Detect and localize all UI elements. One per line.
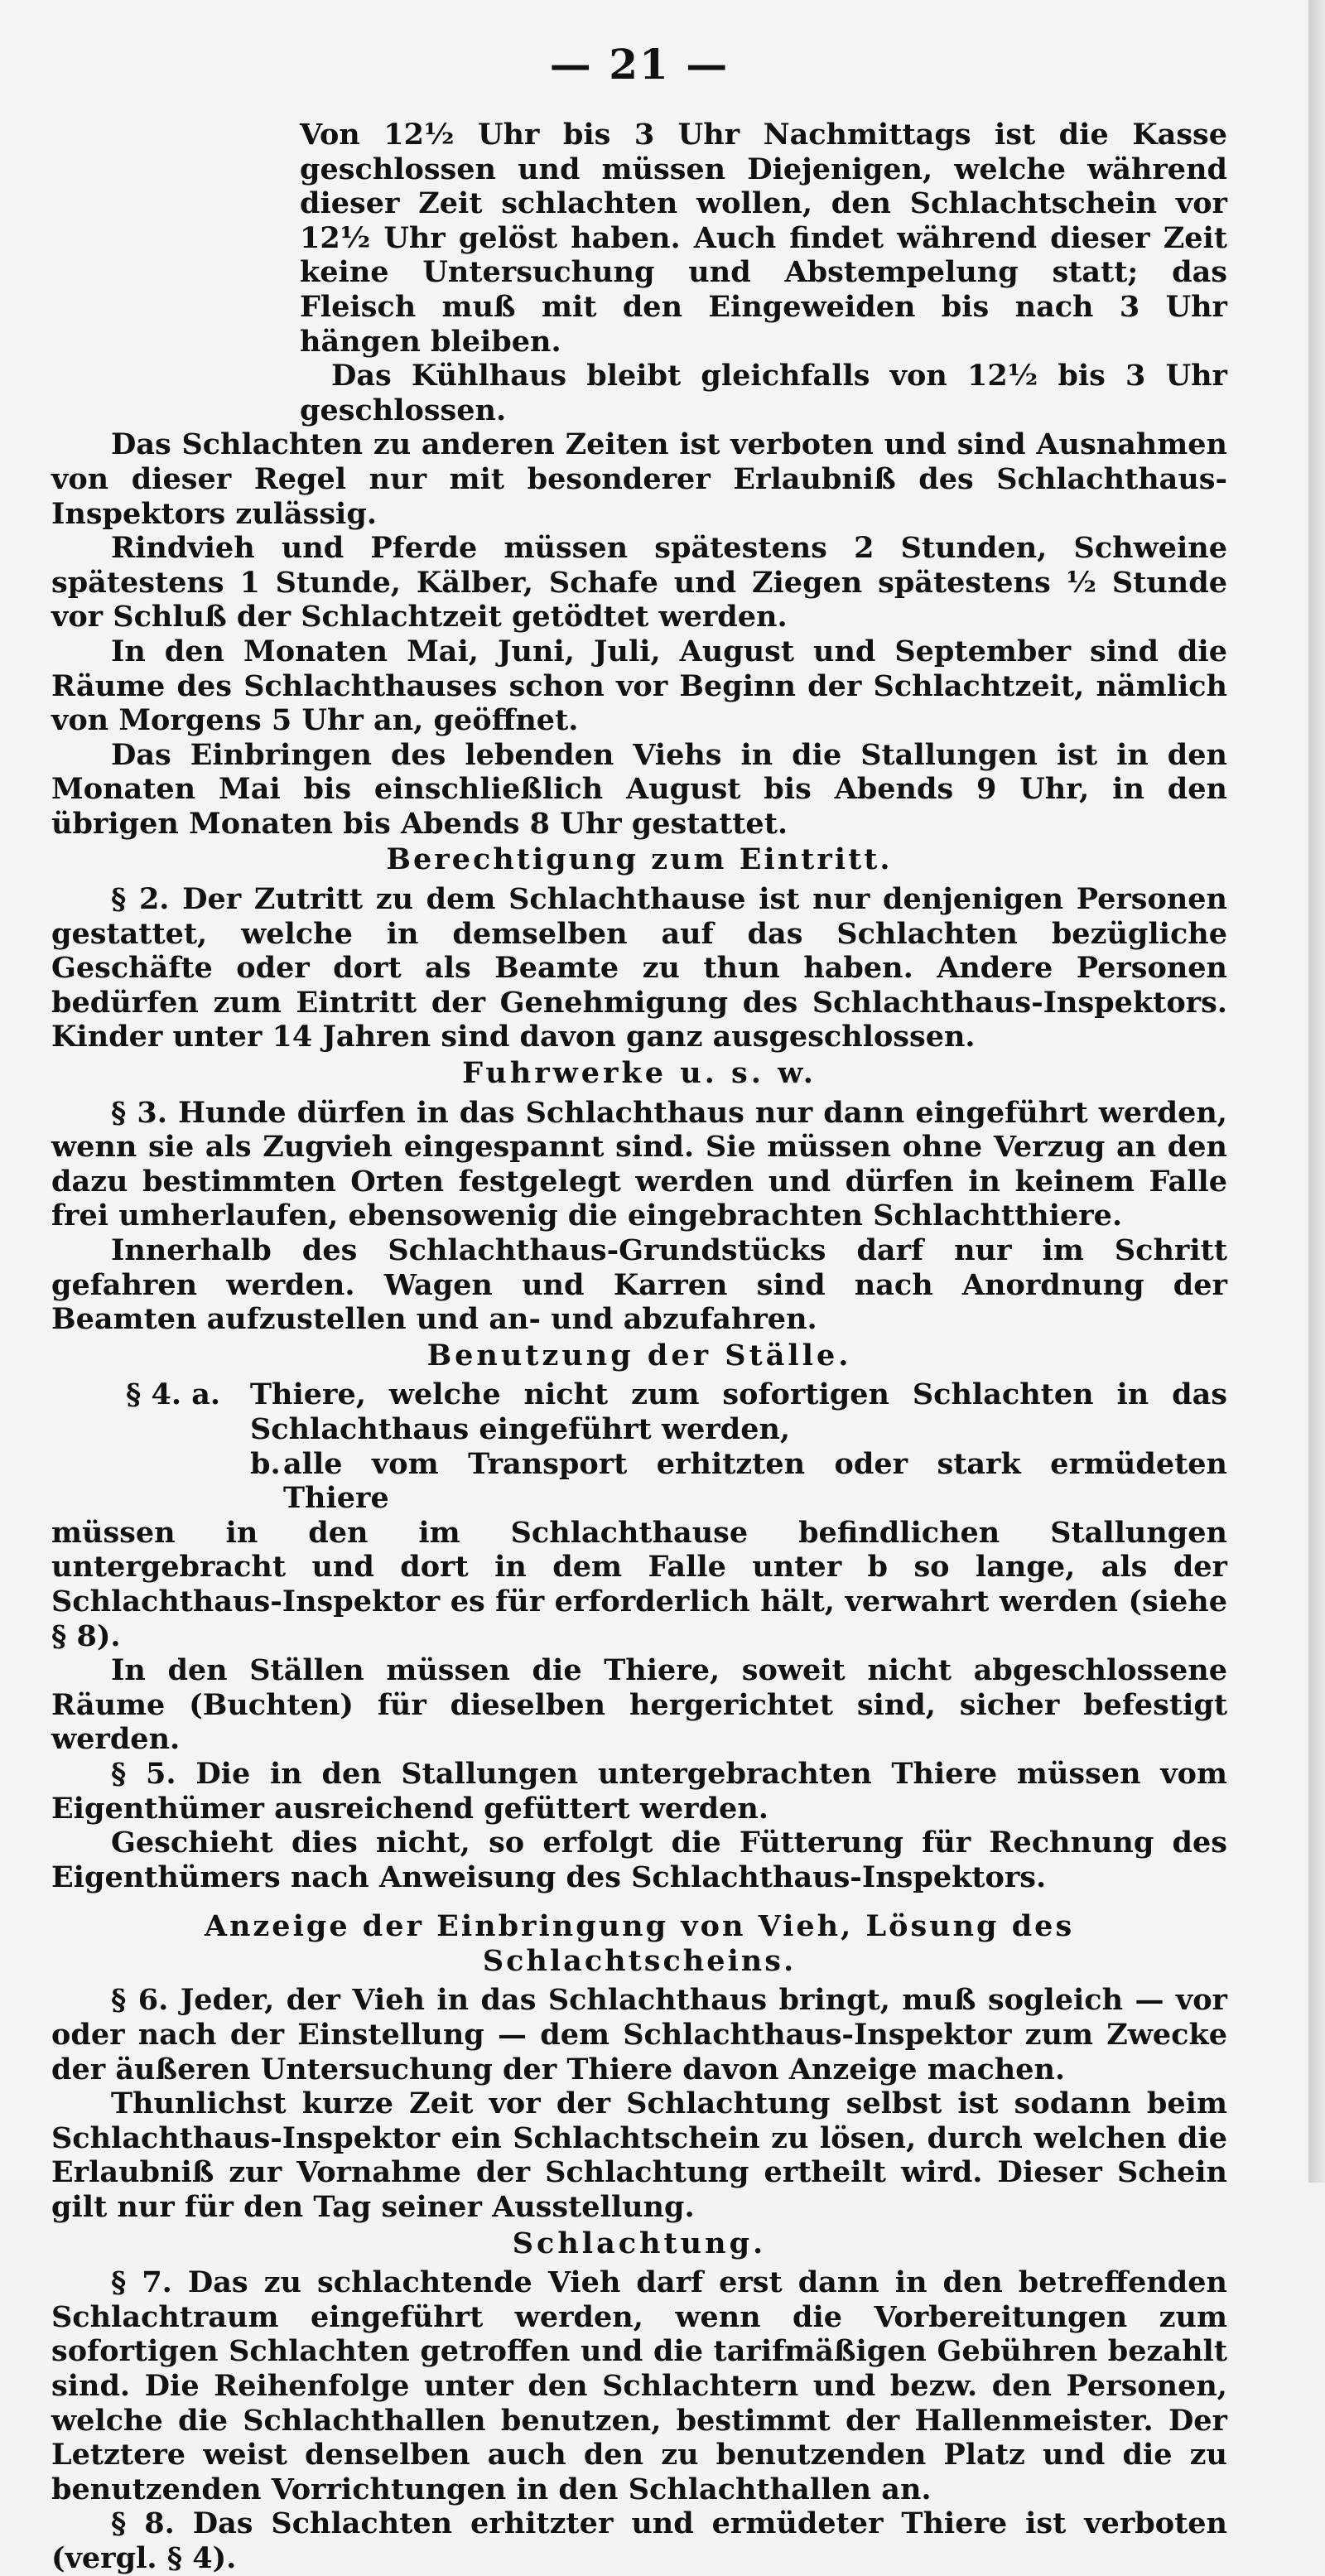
heading-schlachtung: Schlachtung. bbox=[512, 2226, 767, 2260]
paragraph-sommermonate: In den Monaten Mai, Juni, Juli, August und September sind die Räume des Schlachthauses schon vor Beginn der Schlachtzeit, nämlich von Morgens 5 Uhr an, geöffnet. bbox=[51, 634, 1227, 738]
paragraph-section-7: § 7. Das zu schlachtende Vieh darf erst dann in den betreffenden Schlachtraum eingeführt werden, wenn die Vorbereitungen zum sofortigen Schlachten getroffen und die tarifmäßigen Gebühren bezahlt sind. Die Reihenfolge unter den Schlachtern und bezw. den Personen, welche die Schlachthallen benutzen, bestimmt der Hallenmeister. Der Letztere weist denselben auch den zu benutzenden Platz und die zu benutzenden Vorrichtungen in den Schlachthallen an. bbox=[51, 2265, 1227, 2506]
list-item-a bbox=[51, 1377, 1227, 1446]
list-label-a: § 4. a. bbox=[126, 1377, 221, 1412]
paragraph-schlachtschein: Thunlichst kurze Zeit vor der Schlachtung selbst ist sodann beim Schlachthaus-Inspektor ein Schlachtschein zu lösen, durch welchen die Erlaubniß zur Vornahme der Schlachtung ertheilt wird. Dieser Schein gilt nur für den Tag seiner Ausstellung. bbox=[51, 2086, 1227, 2225]
heading-fuhrwerke: Fuhrwerke u. s. w. bbox=[462, 1056, 817, 1091]
paragraph-einbringen: Das Einbringen des lebenden Viehs in die Stallungen ist in den Monaten Mai bis einschließlich August bis Abends 9 Uhr, in den übrigen Monaten bis Abends 8 Uhr gestattet. bbox=[51, 737, 1227, 841]
paragraph-grundstueck: Innerhalb des Schlachthaus-Grundstücks darf nur im Schritt gefahren werden. Wagen und Karren sind nach Anordnung der Beamten aufzustellen und an- und abzufahren. bbox=[51, 1233, 1227, 1337]
document-body bbox=[51, 118, 1227, 2576]
paragraph-kasse: Von 12½ Uhr bis 3 Uhr Nachmittags ist die Kasse geschlossen und müssen Diejenigen, welche während dieser Zeit schlachten wollen, den Schlachtschein vor 12½ Uhr gelöst haben. Auch findet während dieser Zeit keine Untersuchung und Abstempelung statt; das Fleisch muß mit den Eingeweiden bis nach 3 Uhr hängen bleiben. bbox=[300, 118, 1227, 359]
list-text-a: Thiere, welche nicht zum sofortigen Schlachten in das Schlachthaus eingeführt werden, bbox=[250, 1377, 1227, 1446]
list-label-b: b. bbox=[250, 1446, 281, 1481]
heading-anzeige: Anzeige der Einbringung von Vieh, Lösung des Schlachtscheins. bbox=[204, 1909, 1075, 1978]
paragraph-kuehlhaus: Das Kühlhaus bleibt gleichfalls von 12½ bis 3 Uhr geschlossen. bbox=[300, 359, 1227, 427]
paragraph-stallungen: müssen in den im Schlachthause befindlichen Stallungen untergebracht und dort in dem Falle unter b so lange, als der Schlachthaus-Inspektor es für erforderlich hält, verwahrt werden (siehe § 8). bbox=[51, 1515, 1227, 1653]
paragraph-andere-zeiten: Das Schlachten zu anderen Zeiten ist verboten und sind Ausnahmen von dieser Regel nur mit besonderer Erlaubniß des Schlachthaus-Inspektors zulässig. bbox=[51, 427, 1227, 531]
heading-staelle: Benutzung der Ställe. bbox=[426, 1338, 852, 1372]
heading-eintritt: Berechtigung zum Eintritt. bbox=[386, 842, 893, 877]
paragraph-toetungszeiten: Rindvieh und Pferde müssen spätestens 2 Stunden, Schweine spätestens 1 Stunde, Kälber, Schafe und Ziegen spätestens ½ Stunde vor Schluß der Schlachtzeit getödtet werden. bbox=[51, 531, 1227, 634]
paragraph-section-8: § 8. Das Schlachten erhitzter und ermüdeter Thiere ist verboten (vergl. § 4). bbox=[51, 2506, 1227, 2575]
page-number: — 21 — bbox=[549, 40, 730, 89]
paragraph-fuetterung: Geschieht dies nicht, so erfolgt die Fütterung für Rechnung des Eigenthümers nach Anweisung des Schlachthaus-Inspektors. bbox=[51, 1826, 1227, 1894]
paragraph-section-3: § 3. Hunde dürfen in das Schlachthaus nur dann eingeführt werden, wenn sie als Zugvieh eingespannt sind. Sie müssen ohne Verzug an den dazu bestimmten Orten festgelegt werden und dürfen in keinem Falle frei umherlaufen, ebensowenig die eingebrachten Schlachtthiere. bbox=[51, 1095, 1227, 1233]
list-item-b bbox=[51, 1447, 1227, 1516]
paragraph-section-2: § 2. Der Zutritt zu dem Schlachthause ist nur denjenigen Personen gestattet, welche in demselben auf das Schlachten bezügliche Geschäfte oder dort als Beamte zu thun haben. Andere Personen bedürfen zum Eintritt der Genehmigung des Schlachthaus-Inspektors. Kinder unter 14 Jahren sind davon ganz ausgeschlossen. bbox=[51, 882, 1227, 1054]
paragraph-section-5: § 5. Die in den Stallungen untergebrachten Thiere müssen vom Eigenthümer ausreichend gefüttert werden. bbox=[51, 1756, 1227, 1826]
list-text-b: alle vom Transport erhitzten oder stark ermüdeten Thiere bbox=[283, 1446, 1227, 1516]
paragraph-section-6: § 6. Jeder, der Vieh in das Schlachthaus bringt, muß sogleich — vor oder nach der Einstellung — dem Schlachthaus-Inspektor zum Zwecke der äußeren Untersuchung der Thiere davon Anzeige machen. bbox=[51, 1983, 1227, 2086]
paragraph-befestigung: In den Ställen müssen die Thiere, soweit nicht abgeschlossene Räume (Buchten) für dieselben hergerichtet sind, sicher befestigt werden. bbox=[51, 1653, 1227, 1757]
